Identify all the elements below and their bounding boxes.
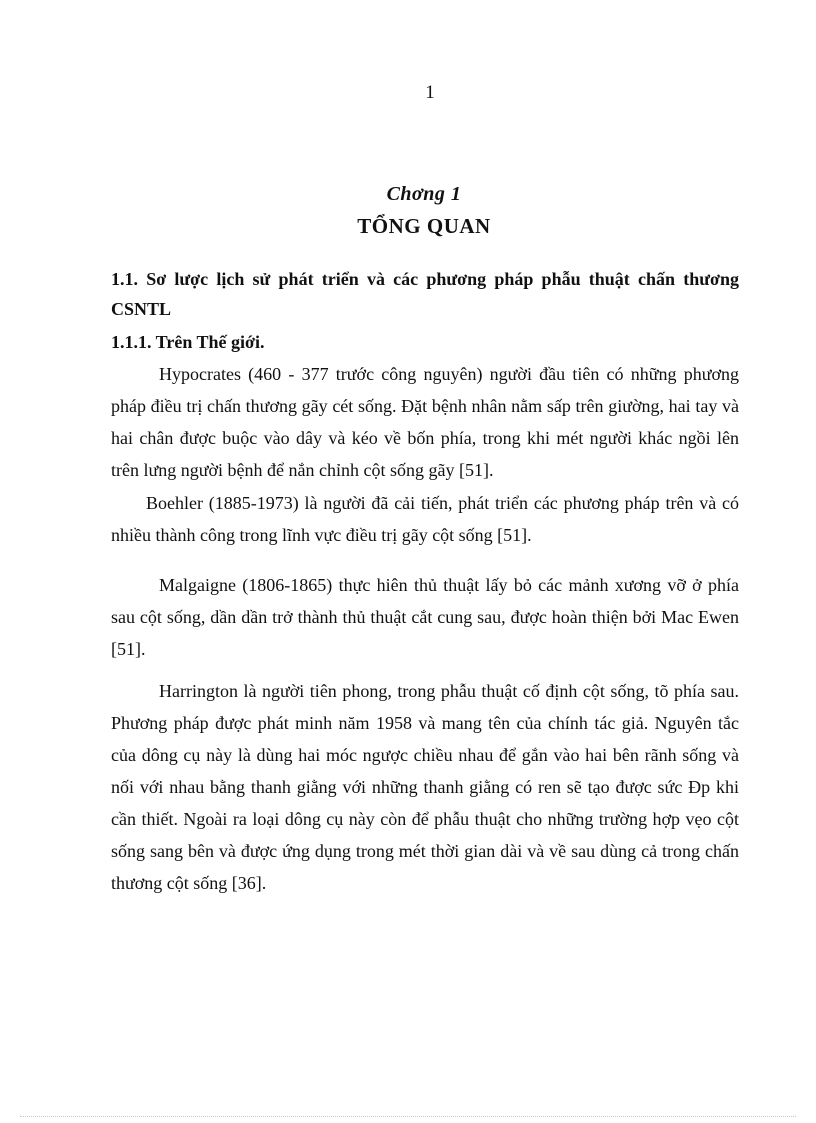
paragraph-hypocrates: Hypocrates (460 - 377 trước công nguyên) người đầu tiên có những phương pháp điều trị chấn thương gãy cét sống. Đặt bệnh nhân nằm sấp trên giường, hai tay và hai chân được buộc vào dây và kéo về bốn phía, trong khi mét người khác ngồi lên trên lưng người bệnh để nắn chỉnh cột sống gãy [51]. (111, 364, 739, 480)
chapter-label: Chơng 1 (386, 183, 462, 205)
section-heading: 1.1. Sơ lược lịch sử phát triển và các phương pháp phẫu thuật chấn thương CSNTL (111, 269, 739, 319)
document-body (111, 264, 739, 899)
subsection-heading: 1.1.1. Trên Thế giới. (111, 332, 265, 352)
paragraph-harrington: Harrington là người tiên phong, trong phẫu thuật cố định cột sống, tõ phía sau. Phương pháp được phát minh năm 1958 và mang tên của chính tác giả. Nguyên tắc của dông cụ này là dùng hai móc ngược chiều nhau để gắn vào hai bên rãnh sống và nối với nhau bằng thanh giằng với những thanh giằng có ren sẽ tạo được sức Đp khi cần thiết. Ngoài ra loại dông cụ này còn để phẫu thuật cho những trường hợp vẹo cột sống sang bên và được ứng dụng trong mét thời gian dài và về sau dùng cả trong chấn thương cột sống [36]. (111, 681, 739, 893)
paragraph-malgaigne: Malgaigne (1806-1865) thực hiên thủ thuật lấy bỏ các mảnh xương vỡ ở phía sau cột sống, dần dần trở thành thủ thuật cắt cung sau, được hoàn thiện bởi Mac Ewen [51]. (111, 575, 739, 659)
page-bottom-divider (20, 1116, 796, 1117)
paragraph-boehler: Boehler (1885-1973) là người đã cải tiến, phát triển các phương pháp trên và có nhiều thành công trong lĩnh vực điều trị gãy cột sống [51]. (111, 493, 739, 545)
chapter-title: TỔNG QUAN (357, 214, 491, 238)
page-number: 1 (425, 82, 435, 103)
